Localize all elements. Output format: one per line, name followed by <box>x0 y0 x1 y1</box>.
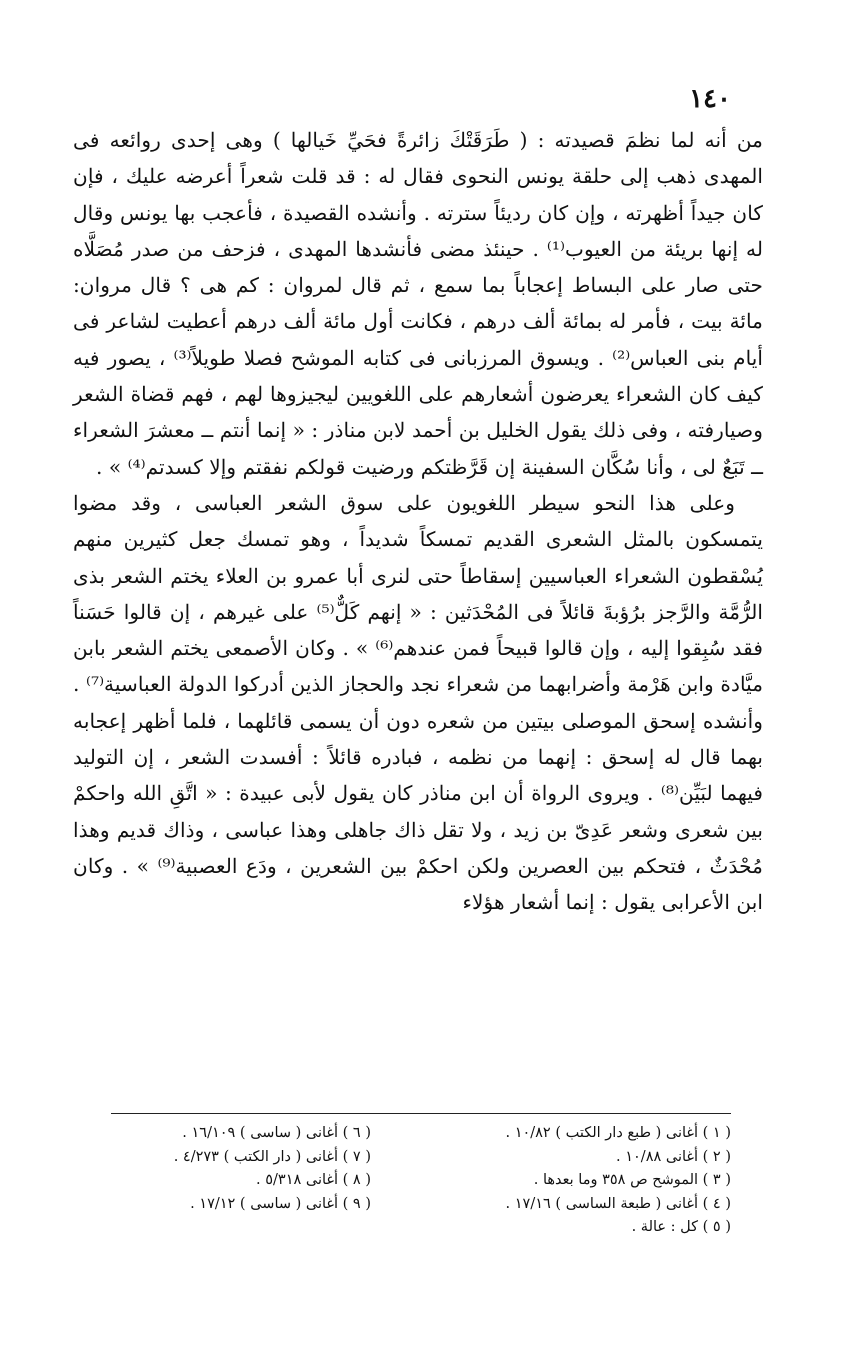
paragraph-2: وعلى هذا النحو سيطر اللغويون على سوق الشعر العباسى ، وقد مضوا يتمسكون بالمثل الشعرى القديم تمسكاً شديداً ، وهو تمسك جعل كثيرين منهم يُسْقطون الشعراء العباسيين إسقاطاً حتى لنرى أبا عمرو بن العلاء يختم الشعر بذى الرُّمَّة والرَّجز برُؤبةَ قائلاً فى المُحْدَثين : « إنهم كَلٌّ⁽⁵⁾ على غيرهم ، إن قالوا حَسَناً فقد سُبِقوا إليه ، وإن قالوا قبيحاً فمن عندهم⁽⁶⁾ » . وكان الأصمعى يختم الشعر بابن ميَّادة وابن هَرْمة وأضرابهما من شعراء نجد والحجاز الذين أدركوا الدولة العباسية⁽⁷⁾ . وأنشده إسحق الموصلى بيتين من شعره دون أن يسمى قائلهما ، فلما أظهر إعجابه بهما قال له إسحق : إنهما من نظمه ، فبادره قائلاً : أفسدت الشعر ، إن التوليد فيهما لبَيِّن⁽⁸⁾ . ويروى الرواة أن ابن مناذر كان يقول لأبى عبيدة : « اتَّقِ الله واحكمْ بين شعرى وشعر عَدِىّ بن زيد ، ولا تقل ذاك جاهلى وهذا عباسى ، وذاك قديم وهذا مُحْدَثٌ ، فتحكم بين العصرين ولكن احكمْ بين الشعرين ، ودَع العصبية⁽⁹⁾ » . وكان ابن الأعرابى يقول : إنما أشعار هؤلاء <box>73 490 764 915</box>
footnote-9: ( ٩ ) أغانى ( ساسى ) ١٧/١٢ . <box>190 1195 371 1212</box>
footnotes-right-column <box>411 1122 731 1240</box>
footnote-4: ( ٤ ) أغانى ( طبعة الساسى ) ١٧/١٦ . <box>505 1195 731 1212</box>
footnotes-left-column <box>91 1122 371 1240</box>
footnote-divider <box>111 1113 731 1114</box>
footnote-6: ( ٦ ) أغانى ( ساسى ) ١٦/١٠٩ . <box>182 1125 371 1141</box>
footnote-5: ( ٥ ) كل : عالة . <box>631 1219 731 1235</box>
page-number: ١٤٠ <box>689 84 731 114</box>
footnote-1: ( ١ ) أغانى ( طبع دار الكتب ) ١٠/٨٢ . <box>505 1125 731 1141</box>
paragraph-1: من أنه لما نظمَ قصيدته : ( طَرَقَتْكَ زائرةً فحَيِّ خَيالها ) وهى إحدى روائعه فى المهدى ذهب إلى حلقة يونس النحوى فقال له : قد قلت شعراً أعرضه عليك ، فإن كان جيداً أظهرته ، وإن كان رديئاً سترته . وأنشده القصيدة ، فأعجب بها يونس وقال له إنها بريئة من العيوب⁽¹⁾ . حينئذ مضى فأنشدها المهدى ، فزحف من صدر مُصَلَّاه حتى صار على البساط إعجاباً بما سمع ، ثم قال لمروان : كم هى ؟ قال مروان: مائة بيت ، فأمر له بمائة ألف درهم ، فكانت أول مائة ألف درهم أعطيت لشاعر فى أيام بنى العباس⁽²⁾ . ويسوق المرزبانى فى كتابه الموشح فصلا طويلاً⁽³⁾ ، يصور فيه كيف كان الشعراء يعرضون أشعارهم على اللغويين ليجيزوها لهم ، فهم قضاة الشعر وصيارفته ، وفى ذلك يقول الخليل بن أحمد لابن مناذر : « إنما أنتم ــ معشرَ الشعراء ــ تَبَعٌ لى ، وأنا سُكَّان السفينة إن قَرَّظتكم ورضيت قولكم نفقتم وإلا كسدتم⁽⁴⁾ » . <box>73 128 764 479</box>
footnote-2: ( ٢ ) أغانى ١٠/٨٨ . <box>616 1148 731 1165</box>
footnote-8: ( ٨ ) أغانى ٥/٣١٨ . <box>256 1172 371 1188</box>
main-text <box>73 122 763 921</box>
footnote-7: ( ٧ ) أغانى ( دار الكتب ) ٤/٢٧٣ . <box>173 1148 371 1165</box>
footnotes <box>91 1122 731 1240</box>
footnote-3: ( ٣ ) الموشح ص ٣٥٨ وما بعدها . <box>533 1172 731 1188</box>
